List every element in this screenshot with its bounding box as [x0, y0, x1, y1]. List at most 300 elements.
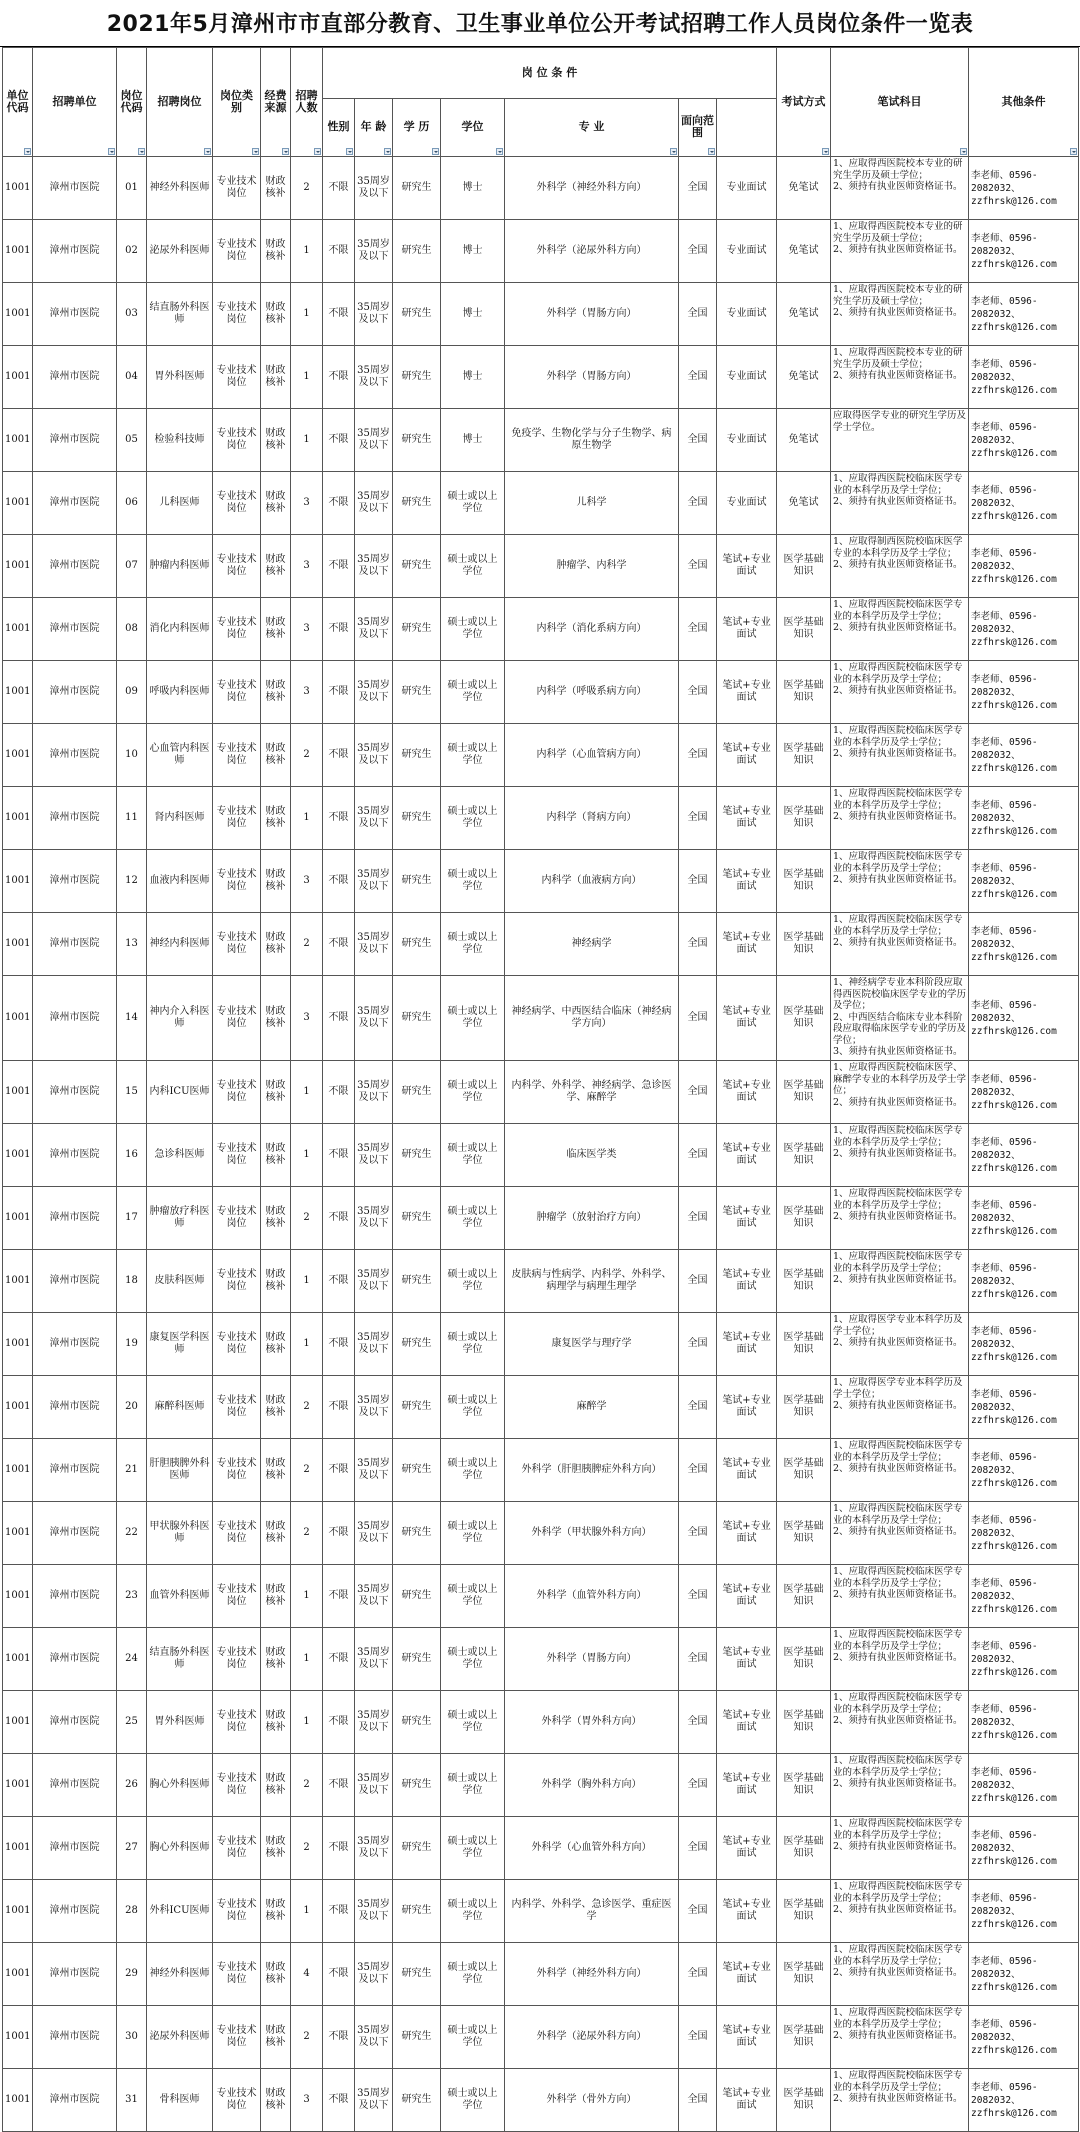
cell-post-type[interactable]: 专业技术岗位: [213, 724, 261, 787]
cell-major[interactable]: 外科学（胸外科方向）: [505, 1754, 679, 1817]
cell-contact[interactable]: 李老师、0596-2082032、zzfhrsk@126.com: [969, 1502, 1079, 1565]
cell-post[interactable]: 呼吸内科医师: [147, 661, 213, 724]
cell-degree[interactable]: 博士: [441, 346, 505, 409]
cell-funding[interactable]: 财政核补: [261, 283, 291, 346]
cell-major[interactable]: 外科学（泌尿外科方向）: [505, 220, 679, 283]
cell-count[interactable]: 1: [291, 346, 323, 409]
cell-contact[interactable]: 李老师、0596-2082032、zzfhrsk@126.com: [969, 1061, 1079, 1124]
cell-post-code[interactable]: 06: [117, 472, 147, 535]
cell-funding[interactable]: 财政核补: [261, 1565, 291, 1628]
cell-degree[interactable]: 硕士或以上学位: [441, 598, 505, 661]
cell-funding[interactable]: 财政核补: [261, 535, 291, 598]
filter-dropdown-icon[interactable]: [108, 148, 115, 155]
cell-edu[interactable]: 研究生: [393, 346, 441, 409]
cell-unit[interactable]: 漳州市医院: [33, 157, 117, 220]
cell-exam[interactable]: 笔试+专业面试: [717, 1376, 777, 1439]
header-sex[interactable]: 性别: [323, 98, 355, 156]
table-row[interactable]: [3, 1817, 1079, 1880]
cell-funding[interactable]: 财政核补: [261, 787, 291, 850]
cell-unit-code[interactable]: 1001: [3, 976, 33, 1061]
cell-age[interactable]: 35周岁及以下: [355, 1250, 393, 1313]
table-row[interactable]: [3, 1376, 1079, 1439]
cell-count[interactable]: 4: [291, 1943, 323, 2006]
cell-contact[interactable]: 李老师、0596-2082032、zzfhrsk@126.com: [969, 598, 1079, 661]
cell-degree[interactable]: 硕士或以上学位: [441, 1124, 505, 1187]
cell-post-code[interactable]: 20: [117, 1376, 147, 1439]
cell-exam[interactable]: 笔试+专业面试: [717, 1124, 777, 1187]
cell-major[interactable]: 外科学（甲状腺外科方向）: [505, 1502, 679, 1565]
cell-age[interactable]: 35周岁及以下: [355, 1628, 393, 1691]
cell-other[interactable]: [831, 1943, 969, 2006]
cell-contact[interactable]: 李老师、0596-2082032、zzfhrsk@126.com: [969, 1250, 1079, 1313]
table-row[interactable]: [3, 2069, 1079, 2132]
cell-other[interactable]: [831, 850, 969, 913]
cell-sex[interactable]: 不限: [323, 913, 355, 976]
cell-edu[interactable]: 研究生: [393, 1502, 441, 1565]
header-funding[interactable]: 经费来源: [261, 48, 291, 157]
cell-age[interactable]: 35周岁及以下: [355, 1691, 393, 1754]
cell-post-code[interactable]: 27: [117, 1817, 147, 1880]
cell-unit[interactable]: 漳州市医院: [33, 976, 117, 1061]
header-major[interactable]: 专 业: [505, 98, 679, 156]
cell-age[interactable]: 35周岁及以下: [355, 976, 393, 1061]
cell-count[interactable]: 1: [291, 1313, 323, 1376]
header-edu[interactable]: 学 历: [393, 98, 441, 156]
cell-edu[interactable]: 研究生: [393, 661, 441, 724]
cell-exam[interactable]: 笔试+专业面试: [717, 1187, 777, 1250]
cell-scope[interactable]: 全国: [679, 1691, 717, 1754]
table-row[interactable]: [3, 1628, 1079, 1691]
cell-unit-code[interactable]: 1001: [3, 1313, 33, 1376]
cell-major[interactable]: 内科学（呼吸系病方向）: [505, 661, 679, 724]
table-row[interactable]: [3, 1691, 1079, 1754]
cell-post-code[interactable]: 15: [117, 1061, 147, 1124]
cell-post-code[interactable]: 18: [117, 1250, 147, 1313]
cell-degree[interactable]: 硕士或以上学位: [441, 1817, 505, 1880]
cell-unit[interactable]: 漳州市医院: [33, 598, 117, 661]
cell-unit-code[interactable]: 1001: [3, 1250, 33, 1313]
cell-written[interactable]: 医学基础知识: [777, 976, 831, 1061]
cell-count[interactable]: 3: [291, 976, 323, 1061]
cell-edu[interactable]: 研究生: [393, 1817, 441, 1880]
cell-count[interactable]: 3: [291, 598, 323, 661]
cell-scope[interactable]: 全国: [679, 409, 717, 472]
cell-post[interactable]: 胃外科医师: [147, 1691, 213, 1754]
cell-sex[interactable]: 不限: [323, 1061, 355, 1124]
cell-post-type[interactable]: 专业技术岗位: [213, 2069, 261, 2132]
cell-major[interactable]: 肿瘤学（放射治疗方向）: [505, 1187, 679, 1250]
table-row[interactable]: [3, 157, 1079, 220]
cell-funding[interactable]: 财政核补: [261, 1880, 291, 1943]
cell-written[interactable]: 免笔试: [777, 157, 831, 220]
cell-major[interactable]: 内科学、外科学、急诊医学、重症医学: [505, 1880, 679, 1943]
cell-count[interactable]: 1: [291, 787, 323, 850]
cell-contact[interactable]: 李老师、0596-2082032、zzfhrsk@126.com: [969, 1376, 1079, 1439]
cell-unit[interactable]: 漳州市医院: [33, 1313, 117, 1376]
cell-sex[interactable]: 不限: [323, 1187, 355, 1250]
cell-post-code[interactable]: 04: [117, 346, 147, 409]
cell-post[interactable]: 外科ICU医师: [147, 1880, 213, 1943]
cell-contact[interactable]: 李老师、0596-2082032、zzfhrsk@126.com: [969, 1565, 1079, 1628]
cell-written[interactable]: 医学基础知识: [777, 598, 831, 661]
cell-age[interactable]: 35周岁及以下: [355, 346, 393, 409]
cell-other[interactable]: [831, 724, 969, 787]
cell-sex[interactable]: 不限: [323, 1880, 355, 1943]
cell-scope[interactable]: 全国: [679, 1943, 717, 2006]
cell-post[interactable]: 胃外科医师: [147, 346, 213, 409]
cell-degree[interactable]: 硕士或以上学位: [441, 2069, 505, 2132]
header-exam[interactable]: 考试方式: [777, 48, 831, 157]
cell-funding[interactable]: 财政核补: [261, 850, 291, 913]
cell-major[interactable]: 免疫学、生物化学与分子生物学、病原生物学: [505, 409, 679, 472]
cell-age[interactable]: 35周岁及以下: [355, 409, 393, 472]
cell-scope[interactable]: 全国: [679, 1628, 717, 1691]
cell-degree[interactable]: 硕士或以上学位: [441, 1313, 505, 1376]
cell-unit-code[interactable]: 1001: [3, 661, 33, 724]
cell-scope[interactable]: 全国: [679, 1439, 717, 1502]
cell-exam[interactable]: 笔试+专业面试: [717, 1880, 777, 1943]
cell-unit[interactable]: 漳州市医院: [33, 409, 117, 472]
header-age[interactable]: 年 龄: [355, 98, 393, 156]
cell-funding[interactable]: 财政核补: [261, 1250, 291, 1313]
cell-unit[interactable]: 漳州市医院: [33, 661, 117, 724]
cell-degree[interactable]: 硕士或以上学位: [441, 1880, 505, 1943]
filter-dropdown-icon[interactable]: [252, 148, 259, 155]
cell-other[interactable]: [831, 787, 969, 850]
filter-dropdown-icon[interactable]: [138, 148, 145, 155]
cell-post-code[interactable]: 21: [117, 1439, 147, 1502]
cell-sex[interactable]: 不限: [323, 472, 355, 535]
cell-funding[interactable]: 财政核补: [261, 913, 291, 976]
cell-sex[interactable]: 不限: [323, 787, 355, 850]
table-row[interactable]: [3, 346, 1079, 409]
cell-sex[interactable]: 不限: [323, 1943, 355, 2006]
cell-unit-code[interactable]: 1001: [3, 1817, 33, 1880]
cell-scope[interactable]: 全国: [679, 1502, 717, 1565]
cell-post-type[interactable]: 专业技术岗位: [213, 1628, 261, 1691]
cell-degree[interactable]: 博士: [441, 220, 505, 283]
header-unit[interactable]: 招聘单位: [33, 48, 117, 157]
cell-contact[interactable]: 李老师、0596-2082032、zzfhrsk@126.com: [969, 409, 1079, 472]
cell-other[interactable]: [831, 1376, 969, 1439]
cell-other[interactable]: [831, 1124, 969, 1187]
header-post[interactable]: 招聘岗位: [147, 48, 213, 157]
cell-edu[interactable]: 研究生: [393, 535, 441, 598]
cell-scope[interactable]: 全国: [679, 1061, 717, 1124]
cell-exam[interactable]: 笔试+专业面试: [717, 1754, 777, 1817]
cell-edu[interactable]: 研究生: [393, 1691, 441, 1754]
cell-sex[interactable]: 不限: [323, 850, 355, 913]
cell-post[interactable]: 麻醉科医师: [147, 1376, 213, 1439]
cell-other[interactable]: [831, 1691, 969, 1754]
cell-edu[interactable]: 研究生: [393, 1439, 441, 1502]
cell-other[interactable]: [831, 472, 969, 535]
table-row[interactable]: [3, 1439, 1079, 1502]
cell-major[interactable]: 内科学（肾病方向）: [505, 787, 679, 850]
header-degree[interactable]: 学位: [441, 98, 505, 156]
cell-exam[interactable]: 笔试+专业面试: [717, 787, 777, 850]
cell-exam[interactable]: 专业面试: [717, 220, 777, 283]
cell-exam[interactable]: 笔试+专业面试: [717, 2069, 777, 2132]
cell-written[interactable]: 医学基础知识: [777, 1565, 831, 1628]
cell-post-type[interactable]: 专业技术岗位: [213, 220, 261, 283]
cell-funding[interactable]: 财政核补: [261, 472, 291, 535]
cell-post-code[interactable]: 08: [117, 598, 147, 661]
cell-unit[interactable]: 漳州市医院: [33, 913, 117, 976]
cell-unit-code[interactable]: 1001: [3, 220, 33, 283]
cell-unit-code[interactable]: 1001: [3, 2006, 33, 2069]
cell-sex[interactable]: 不限: [323, 157, 355, 220]
cell-exam[interactable]: 笔试+专业面试: [717, 976, 777, 1061]
table-row[interactable]: [3, 1943, 1079, 2006]
cell-post-code[interactable]: 28: [117, 1880, 147, 1943]
cell-contact[interactable]: 李老师、0596-2082032、zzfhrsk@126.com: [969, 472, 1079, 535]
cell-count[interactable]: 2: [291, 913, 323, 976]
cell-scope[interactable]: 全国: [679, 787, 717, 850]
cell-unit[interactable]: 漳州市医院: [33, 283, 117, 346]
cell-count[interactable]: 1: [291, 1880, 323, 1943]
cell-post[interactable]: 神经内科医师: [147, 913, 213, 976]
filter-dropdown-icon[interactable]: [314, 148, 321, 155]
cell-other[interactable]: [831, 598, 969, 661]
cell-sex[interactable]: 不限: [323, 2069, 355, 2132]
cell-edu[interactable]: 研究生: [393, 1061, 441, 1124]
table-row[interactable]: [3, 724, 1079, 787]
cell-contact[interactable]: 李老师、0596-2082032、zzfhrsk@126.com: [969, 535, 1079, 598]
cell-unit[interactable]: 漳州市医院: [33, 1061, 117, 1124]
cell-count[interactable]: 2: [291, 2006, 323, 2069]
cell-major[interactable]: 皮肤病与性病学、内科学、外科学、病理学与病理生理学: [505, 1250, 679, 1313]
cell-funding[interactable]: 财政核补: [261, 346, 291, 409]
cell-post-type[interactable]: 专业技术岗位: [213, 1313, 261, 1376]
cell-post-type[interactable]: 专业技术岗位: [213, 1439, 261, 1502]
cell-exam[interactable]: 专业面试: [717, 346, 777, 409]
cell-unit[interactable]: 漳州市医院: [33, 220, 117, 283]
cell-written[interactable]: 医学基础知识: [777, 724, 831, 787]
cell-edu[interactable]: 研究生: [393, 283, 441, 346]
cell-post[interactable]: 神经外科医师: [147, 157, 213, 220]
cell-funding[interactable]: 财政核补: [261, 661, 291, 724]
cell-degree[interactable]: 硕士或以上学位: [441, 1628, 505, 1691]
cell-count[interactable]: 3: [291, 661, 323, 724]
cell-post-type[interactable]: 专业技术岗位: [213, 661, 261, 724]
cell-edu[interactable]: 研究生: [393, 1187, 441, 1250]
cell-edu[interactable]: 研究生: [393, 1313, 441, 1376]
cell-funding[interactable]: 财政核补: [261, 1313, 291, 1376]
cell-other[interactable]: [831, 220, 969, 283]
cell-funding[interactable]: 财政核补: [261, 1187, 291, 1250]
cell-exam[interactable]: 笔试+专业面试: [717, 1691, 777, 1754]
cell-post-type[interactable]: 专业技术岗位: [213, 1187, 261, 1250]
cell-funding[interactable]: 财政核补: [261, 1754, 291, 1817]
cell-post-type[interactable]: 专业技术岗位: [213, 409, 261, 472]
cell-unit[interactable]: 漳州市医院: [33, 1124, 117, 1187]
cell-scope[interactable]: 全国: [679, 283, 717, 346]
cell-major[interactable]: 外科学（胃肠方向）: [505, 1628, 679, 1691]
cell-post[interactable]: 胸心外科医师: [147, 1754, 213, 1817]
cell-unit[interactable]: 漳州市医院: [33, 1565, 117, 1628]
cell-post-code[interactable]: 22: [117, 1502, 147, 1565]
cell-unit-code[interactable]: 1001: [3, 1754, 33, 1817]
cell-contact[interactable]: 李老师、0596-2082032、zzfhrsk@126.com: [969, 1943, 1079, 2006]
cell-post[interactable]: 甲状腺外科医师: [147, 1502, 213, 1565]
cell-funding[interactable]: 财政核补: [261, 220, 291, 283]
cell-scope[interactable]: 全国: [679, 1250, 717, 1313]
table-row[interactable]: [3, 220, 1079, 283]
cell-post-type[interactable]: 专业技术岗位: [213, 1376, 261, 1439]
cell-edu[interactable]: 研究生: [393, 2069, 441, 2132]
cell-age[interactable]: 35周岁及以下: [355, 283, 393, 346]
cell-count[interactable]: 2: [291, 1817, 323, 1880]
cell-post[interactable]: 急诊科医师: [147, 1124, 213, 1187]
cell-edu[interactable]: 研究生: [393, 409, 441, 472]
cell-unit[interactable]: 漳州市医院: [33, 787, 117, 850]
cell-sex[interactable]: 不限: [323, 1439, 355, 1502]
cell-edu[interactable]: 研究生: [393, 598, 441, 661]
cell-post-code[interactable]: 31: [117, 2069, 147, 2132]
cell-exam[interactable]: 笔试+专业面试: [717, 1943, 777, 2006]
cell-unit[interactable]: 漳州市医院: [33, 1691, 117, 1754]
cell-sex[interactable]: 不限: [323, 1754, 355, 1817]
cell-age[interactable]: 35周岁及以下: [355, 787, 393, 850]
cell-funding[interactable]: 财政核补: [261, 1817, 291, 1880]
cell-post-type[interactable]: 专业技术岗位: [213, 2006, 261, 2069]
cell-edu[interactable]: 研究生: [393, 220, 441, 283]
cell-scope[interactable]: 全国: [679, 472, 717, 535]
cell-count[interactable]: 1: [291, 1628, 323, 1691]
cell-major[interactable]: 外科学（神经外科方向）: [505, 1943, 679, 2006]
cell-degree[interactable]: 硕士或以上学位: [441, 472, 505, 535]
cell-age[interactable]: 35周岁及以下: [355, 2006, 393, 2069]
table-row[interactable]: [3, 472, 1079, 535]
cell-sex[interactable]: 不限: [323, 1124, 355, 1187]
cell-major[interactable]: 外科学（胃肠方向）: [505, 346, 679, 409]
cell-count[interactable]: 2: [291, 1376, 323, 1439]
cell-post-code[interactable]: 05: [117, 409, 147, 472]
table-row[interactable]: [3, 283, 1079, 346]
cell-post-type[interactable]: 专业技术岗位: [213, 283, 261, 346]
cell-major[interactable]: 外科学（胃外科方向）: [505, 1691, 679, 1754]
cell-count[interactable]: 2: [291, 1187, 323, 1250]
cell-edu[interactable]: 研究生: [393, 1376, 441, 1439]
cell-exam[interactable]: 笔试+专业面试: [717, 2006, 777, 2069]
cell-post-type[interactable]: 专业技术岗位: [213, 1565, 261, 1628]
cell-unit-code[interactable]: 1001: [3, 1187, 33, 1250]
cell-written[interactable]: 医学基础知识: [777, 661, 831, 724]
cell-exam[interactable]: 笔试+专业面试: [717, 1502, 777, 1565]
cell-other[interactable]: [831, 1754, 969, 1817]
cell-degree[interactable]: 硕士或以上学位: [441, 1061, 505, 1124]
cell-count[interactable]: 1: [291, 1691, 323, 1754]
cell-written[interactable]: 医学基础知识: [777, 913, 831, 976]
cell-age[interactable]: 35周岁及以下: [355, 1817, 393, 1880]
cell-written[interactable]: 免笔试: [777, 346, 831, 409]
cell-post[interactable]: 肾内科医师: [147, 787, 213, 850]
cell-post-type[interactable]: 专业技术岗位: [213, 1880, 261, 1943]
cell-post[interactable]: 检验科技师: [147, 409, 213, 472]
cell-scope[interactable]: 全国: [679, 157, 717, 220]
cell-unit-code[interactable]: 1001: [3, 1880, 33, 1943]
cell-exam[interactable]: 笔试+专业面试: [717, 1439, 777, 1502]
cell-post-code[interactable]: 17: [117, 1187, 147, 1250]
cell-sex[interactable]: 不限: [323, 661, 355, 724]
cell-scope[interactable]: 全国: [679, 1124, 717, 1187]
cell-scope[interactable]: 全国: [679, 220, 717, 283]
cell-post-code[interactable]: 02: [117, 220, 147, 283]
cell-unit-code[interactable]: 1001: [3, 850, 33, 913]
cell-post[interactable]: 泌尿外科医师: [147, 220, 213, 283]
filter-dropdown-icon[interactable]: [282, 148, 289, 155]
cell-major[interactable]: 外科学（肝胆胰脾症外科方向）: [505, 1439, 679, 1502]
header-post-code[interactable]: 岗位代码: [117, 48, 147, 157]
cell-count[interactable]: 2: [291, 724, 323, 787]
cell-written[interactable]: 免笔试: [777, 220, 831, 283]
cell-age[interactable]: 35周岁及以下: [355, 535, 393, 598]
cell-major[interactable]: 内科学（心血管病方向）: [505, 724, 679, 787]
cell-unit-code[interactable]: 1001: [3, 1502, 33, 1565]
cell-written[interactable]: 医学基础知识: [777, 1691, 831, 1754]
cell-unit-code[interactable]: 1001: [3, 409, 33, 472]
cell-post[interactable]: 肿瘤放疗科医师: [147, 1187, 213, 1250]
cell-funding[interactable]: 财政核补: [261, 1061, 291, 1124]
header-other[interactable]: 其他条件: [969, 48, 1079, 157]
cell-other[interactable]: [831, 1250, 969, 1313]
cell-count[interactable]: 3: [291, 535, 323, 598]
cell-post[interactable]: 结直肠外科医师: [147, 1628, 213, 1691]
table-row[interactable]: [3, 913, 1079, 976]
cell-exam[interactable]: 笔试+专业面试: [717, 1313, 777, 1376]
cell-contact[interactable]: 李老师、0596-2082032、zzfhrsk@126.com: [969, 1880, 1079, 1943]
cell-exam[interactable]: 笔试+专业面试: [717, 850, 777, 913]
cell-other[interactable]: [831, 2069, 969, 2132]
cell-major[interactable]: 外科学（骨外方向）: [505, 2069, 679, 2132]
cell-edu[interactable]: 研究生: [393, 913, 441, 976]
cell-degree[interactable]: 硕士或以上学位: [441, 1691, 505, 1754]
cell-sex[interactable]: 不限: [323, 535, 355, 598]
cell-age[interactable]: 35周岁及以下: [355, 1313, 393, 1376]
cell-exam[interactable]: 笔试+专业面试: [717, 1061, 777, 1124]
cell-count[interactable]: 1: [291, 1124, 323, 1187]
cell-degree[interactable]: 硕士或以上学位: [441, 1502, 505, 1565]
cell-contact[interactable]: 李老师、0596-2082032、zzfhrsk@126.com: [969, 976, 1079, 1061]
header-scope[interactable]: 面向范围: [679, 98, 717, 156]
cell-other[interactable]: [831, 2006, 969, 2069]
table-row[interactable]: [3, 598, 1079, 661]
cell-degree[interactable]: 硕士或以上学位: [441, 913, 505, 976]
table-row[interactable]: [3, 409, 1079, 472]
filter-dropdown-icon[interactable]: [432, 148, 439, 155]
cell-age[interactable]: 35周岁及以下: [355, 1502, 393, 1565]
cell-scope[interactable]: 全国: [679, 913, 717, 976]
cell-scope[interactable]: 全国: [679, 976, 717, 1061]
cell-edu[interactable]: 研究生: [393, 1943, 441, 2006]
cell-major[interactable]: 临床医学类: [505, 1124, 679, 1187]
cell-edu[interactable]: 研究生: [393, 1628, 441, 1691]
cell-degree[interactable]: 硕士或以上学位: [441, 2006, 505, 2069]
cell-post[interactable]: 骨科医师: [147, 2069, 213, 2132]
cell-contact[interactable]: 李老师、0596-2082032、zzfhrsk@126.com: [969, 220, 1079, 283]
cell-written[interactable]: 医学基础知识: [777, 1628, 831, 1691]
cell-unit-code[interactable]: 1001: [3, 1691, 33, 1754]
cell-funding[interactable]: 财政核补: [261, 976, 291, 1061]
cell-count[interactable]: 1: [291, 1250, 323, 1313]
cell-post-code[interactable]: 07: [117, 535, 147, 598]
cell-post-type[interactable]: 专业技术岗位: [213, 1124, 261, 1187]
cell-exam[interactable]: 笔试+专业面试: [717, 913, 777, 976]
cell-sex[interactable]: 不限: [323, 1628, 355, 1691]
cell-contact[interactable]: 李老师、0596-2082032、zzfhrsk@126.com: [969, 2006, 1079, 2069]
cell-written[interactable]: 免笔试: [777, 283, 831, 346]
